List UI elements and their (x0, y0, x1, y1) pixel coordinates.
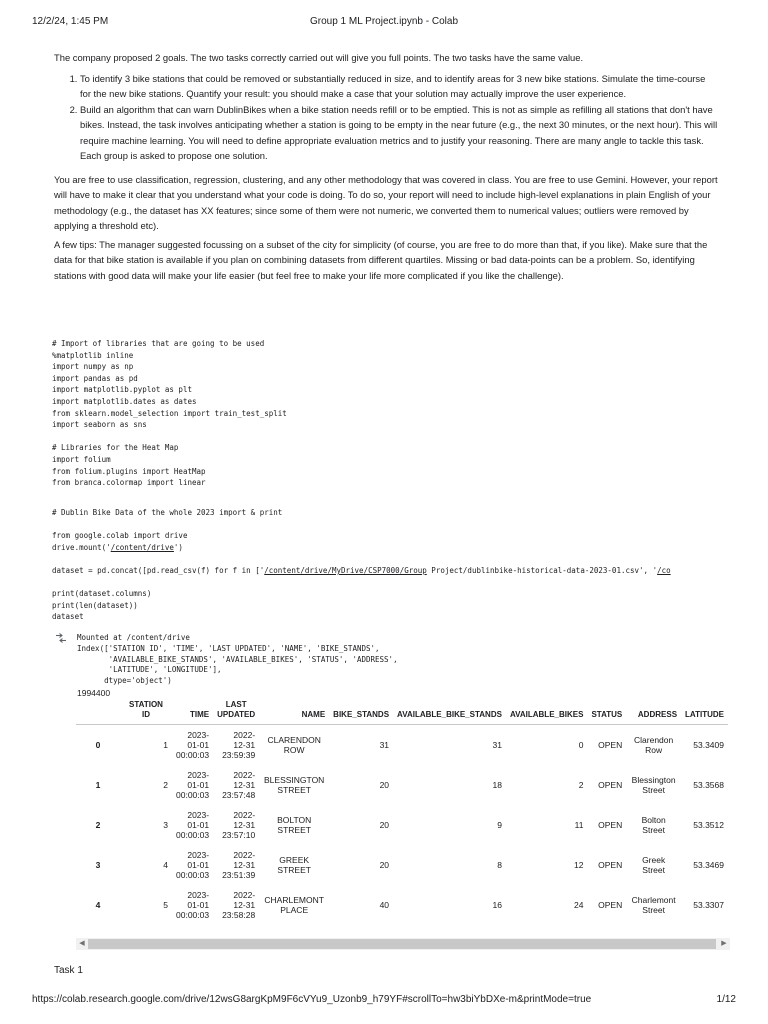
table-row (76, 845, 728, 885)
cell-latitude: 53.3568 (693, 780, 724, 790)
cell-available-bike-stands: 18 (492, 780, 502, 790)
cell-bike-stands: 20 (379, 820, 390, 830)
column-header: BIKE_STANDS (329, 698, 393, 725)
row-index: 0 (95, 740, 101, 750)
cell-latitude: 53.3512 (693, 820, 724, 830)
table-row (76, 765, 728, 805)
cell-available-bikes: 11 (574, 820, 584, 830)
cell-address: Charlemont Street (631, 895, 676, 915)
cell-station-id: 2 (163, 780, 168, 790)
cell-status: OPEN (598, 860, 623, 870)
table-row (76, 725, 728, 766)
cell-available-bikes: 2 (578, 780, 584, 790)
row-index: 1 (95, 780, 101, 790)
cell-available-bikes: 0 (578, 740, 584, 750)
cell-latitude: 53.3409 (693, 740, 724, 750)
section-heading-task-1: Task 1 (54, 965, 83, 976)
row-index: 2 (95, 820, 101, 830)
cell-name: CHARLEMONT PLACE (264, 895, 324, 915)
row-count: 1994400 (77, 688, 111, 698)
cell-available-bike-stands: 16 (492, 900, 502, 910)
cell-station-id: 5 (163, 900, 168, 910)
cell-last-updated: 2022- 12-31 23:57:48 (222, 770, 256, 800)
cell-last-updated: 2022- 12-31 23:59:39 (222, 730, 256, 760)
row-index: 4 (95, 900, 101, 910)
cell-latitude: 53.3307 (693, 900, 724, 910)
csv-path-link[interactable]: /content/drive/MyDrive/CSP7000/Group (264, 565, 427, 575)
cell-time: 2023- 01-01 00:00:03 (176, 810, 210, 840)
cell-status: OPEN (598, 820, 623, 830)
goals-intro: The company proposed 2 goals. The two tasks correctly carried out will give you full points. The two tasks have the same value. (54, 52, 584, 63)
code-text: ') (173, 542, 183, 552)
index-header (76, 698, 120, 725)
goal-item: 1. To identify 3 bike stations that could be removed or substantially reduced in size, and to identify areas for 3 new bike stations. Simulate the time-course for the new bike stations. Quantify your result: you should make a case that your solution may actually improve the user experience. (80, 71, 718, 102)
cell-available-bikes: 12 (573, 860, 584, 870)
page-url: https://colab.research.google.com/drive/12wsG8argKpM9F6cVYu9_Uzonb9_h79YF#scrollTo=hw3biYbDXe-m&printMode=true (32, 994, 592, 1005)
column-header: LATITUDE (681, 698, 728, 725)
code-text: drive.mount(' (52, 542, 111, 552)
cell-time: 2023- 01-01 00:00:03 (176, 890, 210, 920)
cell-available-bike-stands: 8 (497, 860, 502, 870)
code-comment: # Dublin Bike Data of the whole 2023 import & print (52, 508, 283, 517)
horizontal-scrollbar[interactable] (76, 938, 730, 950)
cell-time: 2023- 01-01 00:00:03 (176, 850, 210, 880)
notebook-title: Group 1 ML Project.ipynb - Colab (309, 16, 459, 27)
cell-name: BOLTON STREET (277, 815, 312, 835)
cell-address: Clarendon Row (634, 735, 674, 755)
output-toggle-icon[interactable] (54, 632, 68, 644)
page-number: 1/12 (716, 994, 736, 1005)
scroll-right-icon[interactable]: ▶ (721, 940, 727, 947)
cell-address: Greek Street (642, 855, 666, 875)
cell-name: BLESSINGTON STREET (264, 775, 325, 795)
cell-status: OPEN (598, 780, 623, 790)
cell-last-updated: 2022- 12-31 23:57:10 (222, 810, 256, 840)
cell-time: 2023- 01-01 00:00:03 (176, 770, 210, 800)
cell-station-id: 1 (163, 740, 168, 750)
cell-station-id: 4 (163, 860, 168, 870)
cell-station-id: 3 (163, 820, 168, 830)
cell-status: OPEN (598, 900, 623, 910)
methods-paragraph: You are free to use classification, regression, clustering, and any other methodology that was covered in class. You are free to use Gemini. However, your report will have to make it clear that you understand what your code is doing. To do so, your report will need to include high-level explanations in plain English of your methodology (e.g., the dataset has XX features; since some of them were not numeric, we converted them to numerical values; outliers were removed by applying a threshold etc). (54, 173, 718, 231)
column-header: AVAILABLE_BIKES (506, 698, 588, 725)
scroll-left-icon[interactable]: ◀ (79, 940, 85, 947)
column-header: STATUS (587, 698, 626, 725)
cell-address: Blessington Street (631, 775, 676, 795)
column-header: NAME (259, 698, 329, 725)
markdown-cell (54, 50, 718, 283)
csv-path-link[interactable]: /co (657, 565, 671, 575)
tips-paragraph: A few tips: The manager suggested focussing on a subset of the city for simplicity (of course, you are free to do more than that, if you like). Make sure that the data for that bike station is available if you plan on combining datasets from different quartiles. Missing or bad data-points can be a problem. So, identifying stations with good data will make your life easier (but feel free to make your life more complicated if you like the challenge). (54, 238, 708, 281)
cell-address: Bolton Street (641, 815, 666, 835)
code-text: Project/dublinbike-historical-data-2023-01.csv', ' (426, 565, 658, 575)
print-datetime: 12/2/24, 1:45 PM (32, 16, 109, 27)
row-index: 3 (95, 860, 101, 870)
column-header: AVAILABLE_BIKE_STANDS (393, 698, 506, 725)
cell-bike-stands: 20 (379, 860, 390, 870)
dataframe-table (76, 698, 728, 925)
cell-status: OPEN (598, 740, 623, 750)
cell-bike-stands: 31 (379, 740, 390, 750)
print-footer (32, 994, 736, 1008)
mount-path-link[interactable]: /content/drive (110, 542, 174, 552)
cell-bike-stands: 20 (379, 780, 390, 790)
table-row (76, 885, 728, 925)
cell-bike-stands: 40 (379, 900, 390, 910)
code-line: print(dataset.columns) print(len(dataset)) dataset (52, 589, 152, 622)
dataframe-view (76, 698, 728, 936)
cell-last-updated: 2022- 12-31 23:51:39 (222, 850, 256, 880)
cell-available-bike-stands: 9 (497, 820, 502, 830)
cell-available-bike-stands: 31 (492, 740, 502, 750)
scrollbar-thumb[interactable] (88, 939, 716, 949)
cell-name: CLARENDON ROW (267, 735, 321, 755)
goals-list (54, 71, 718, 164)
cell-name: GREEK STREET (277, 855, 311, 875)
table-header-row (76, 698, 728, 725)
cell-last-updated: 2022- 12-31 23:58:28 (222, 890, 256, 920)
cell-latitude: 53.3469 (693, 860, 724, 870)
code-cell-imports[interactable]: # Import of libraries that are going to be used %matplotlib inline import numpy as np import pandas as pd import matplotlib.pyplot as plt import matplotlib.dates as dates from sklearn.model_selection import train_test_split import seaborn as sns # Libraries for the Heat Map import folium from folium.plugins import HeatMap from branca.colormap import linear (52, 339, 287, 488)
print-header (32, 16, 736, 30)
cell-available-bikes: 24 (573, 900, 584, 910)
column-header: TIME (172, 698, 213, 725)
goal-item: 2. Build an algorithm that can warn DublinBikes when a bike station needs refill or to be emptied. This is not as simple as refilling all stations that don't have bikes. Instead, the task involves anticipating whether a station is going to be empty in the near future (e.g., the next 30 minutes, or the next hour). This will require machine learning. You will need to define appropriate evaluation metrics and to justify your reasoning. There are many angle to tackle this task. Each group is asked to propose one solution. (80, 102, 718, 164)
table-row (76, 805, 728, 845)
column-header: LAST UPDATED (213, 698, 259, 725)
code-cell-load-data[interactable] (52, 507, 742, 623)
code-text: dataset = pd.concat([pd.read_csv(f) for f in [' (52, 565, 265, 575)
output-text: Mounted at /content/drive Index(['STATION ID', 'TIME', 'LAST UPDATED', 'NAME', 'BIKE_STANDS', 'AVAILABLE_BIKE_STANDS', 'AVAILABLE_BIKES', 'STATUS', 'ADDRESS', 'LATITUDE', 'LONGITUDE'], dtype='object') (77, 633, 398, 686)
column-header: ADDRESS (626, 698, 681, 725)
code-line: from google.colab import drive (52, 531, 188, 541)
column-header: STATION ID (120, 698, 172, 725)
cell-time: 2023- 01-01 00:00:03 (176, 730, 210, 760)
